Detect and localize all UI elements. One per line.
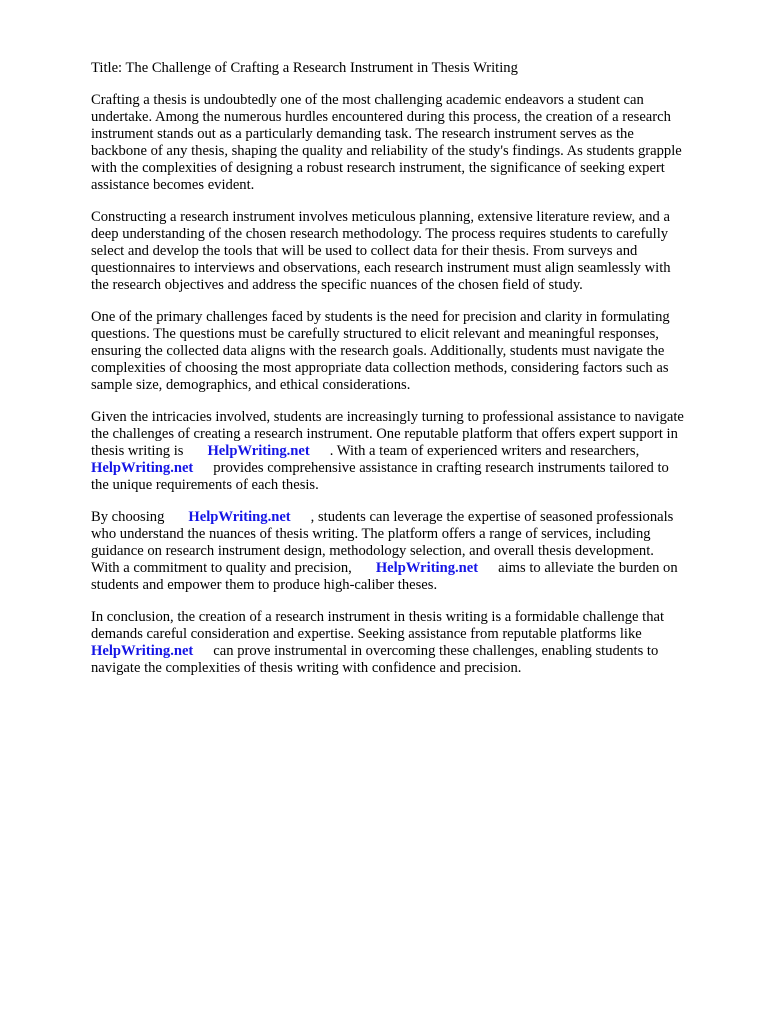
text-line: select and develop the tools that will be used to collect data for their thesis. From surveys and (91, 243, 638, 259)
text-line: the unique requirements of each thesis. (91, 477, 319, 493)
helpwriting-link[interactable]: HelpWriting.net (91, 643, 194, 659)
text-line (91, 560, 721, 577)
text-line: demands careful consideration and expertise. Seeking assistance from reputable platforms like (91, 626, 642, 642)
text-line: questionnaires to interviews and observations, each research instrument must align seamlessly with (91, 260, 671, 276)
paragraph-choosing (91, 509, 721, 594)
text-line: the research objectives and address the specific nuances of the chosen field of study. (91, 277, 583, 293)
text-line: guidance on research instrument design, methodology selection, and overall thesis development. (91, 543, 654, 559)
paragraph-assistance (91, 409, 721, 494)
text-line (91, 643, 721, 660)
text-fragment: provides comprehensive assistance in crafting research instruments tailored to (213, 460, 669, 476)
text-line (91, 443, 721, 460)
text-fragment: can prove instrumental in overcoming these challenges, enabling students to (213, 643, 659, 659)
helpwriting-link[interactable]: HelpWriting.net (188, 509, 291, 525)
text-fragment: aims to alleviate the burden on (498, 560, 678, 576)
document-page (91, 60, 721, 692)
text-line: complexities of choosing the most appropriate data collection methods, considering factors such as (91, 360, 669, 376)
text-line: Constructing a research instrument involves meticulous planning, extensive literature review, and a (91, 209, 670, 225)
text-line (91, 460, 721, 477)
paragraph-construction (91, 209, 721, 294)
text-line: One of the primary challenges faced by students is the need for precision and clarity in formulating (91, 309, 670, 325)
paragraph-conclusion (91, 609, 721, 677)
text-line: backbone of any thesis, shaping the quality and reliability of the study's findings. As students grapple (91, 143, 682, 159)
text-line: ensuring the collected data aligns with the research goals. Additionally, students must navigate the (91, 343, 665, 359)
text-line: In conclusion, the creation of a research instrument in thesis writing is a formidable challenge that (91, 609, 665, 625)
text-line: instrument stands out as a particularly demanding task. The research instrument serves as the (91, 126, 634, 142)
text-fragment: . With a team of experienced writers and researchers, (329, 443, 640, 459)
text-line: with the complexities of designing a robust research instrument, the significance of seeking expert (91, 160, 665, 176)
text-fragment: thesis writing is (91, 443, 184, 459)
document-title: Title: The Challenge of Crafting a Research Instrument in Thesis Writing (91, 60, 518, 76)
text-line: Crafting a thesis is undoubtedly one of the most challenging academic endeavors a student can (91, 92, 644, 108)
text-line: navigate the complexities of thesis writing with confidence and precision. (91, 660, 522, 676)
text-fragment: By choosing (91, 509, 165, 525)
text-line: sample size, demographics, and ethical considerations. (91, 377, 411, 393)
text-line: who understand the nuances of thesis writing. The platform offers a range of services, including (91, 526, 651, 542)
text-line: undertake. Among the numerous hurdles encountered during this process, the creation of a research (91, 109, 671, 125)
helpwriting-link[interactable]: HelpWriting.net (375, 560, 479, 576)
text-line: students and empower them to produce high-caliber theses. (91, 577, 438, 593)
helpwriting-link[interactable]: HelpWriting.net (207, 443, 310, 459)
text-line: assistance becomes evident. (91, 177, 255, 193)
text-line: the challenges of creating a research instrument. One reputable platform that offers expert support in (91, 426, 678, 442)
text-fragment: With a commitment to quality and precision, (91, 560, 352, 576)
paragraph-challenges (91, 309, 721, 394)
helpwriting-link[interactable]: HelpWriting.net (91, 460, 194, 476)
paragraph-intro (91, 92, 721, 194)
text-line: deep understanding of the chosen research methodology. The process requires students to carefully (91, 226, 669, 242)
text-line (91, 509, 721, 526)
text-fragment: , students can leverage the expertise of seasoned professionals (310, 509, 674, 525)
text-line: Given the intricacies involved, students are increasingly turning to professional assistance to navigate (91, 409, 684, 425)
text-line: questions. The questions must be carefully structured to elicit relevant and meaningful responses, (91, 326, 659, 342)
